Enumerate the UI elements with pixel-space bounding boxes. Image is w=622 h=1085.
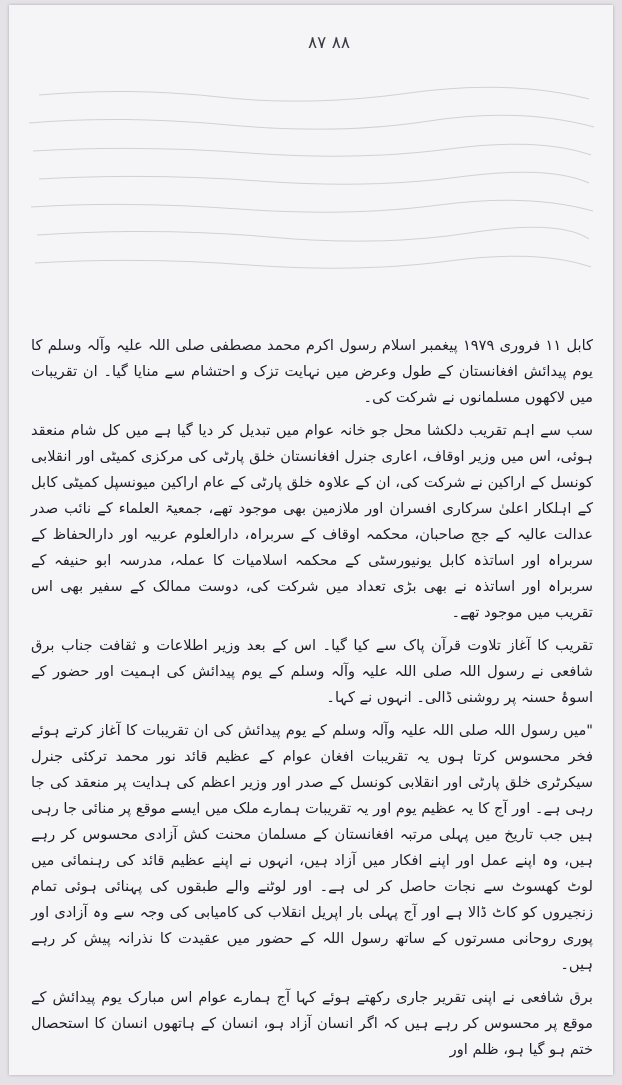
paragraph-5: برق شافعی نے اپنی تقریر جاری رکھتے ہوئے کہا آج ہمارے عوام اس مبارک یوم پیدائش کے موقع پر محسوس کر رہے ہیں کہ اگر انسان آزاد ہو، انسان کے ہاتھوں انسان کا استحصال ختم ہو گیا ہو، ظلم اور [31, 989, 593, 1058]
paragraph-3: تقریب کا آغاز تلاوت قرآن پاک سے کیا گیا۔ اس کے بعد وزیر اطلاعات و ثقافت جناب برق شافعی نے رسول اللہ صلی اللہ علیہ وآلہ وسلم کے یوم پیدائش کی اہمیت اور حضور کے اسوۂ حسنہ پر روشنی ڈالی۔ انہوں نے کہا۔ [31, 637, 593, 706]
bleed-through-text [9, 75, 613, 305]
document-page [9, 5, 613, 1075]
paragraph-4-quote: "میں رسول اللہ صلی اللہ علیہ وآلہ وسلم کے یوم پیدائش کی ان تقریبات کا آغاز کرتے ہوئے فخر محسوس کرتا ہوں یہ تقریبات افغان عوام کے عظیم قائد نور محمد ترکئی جنرل سیکرٹری خلق پارٹی اور انقلابی کونسل کے صدر اور وزیر اعظم کی ہدایت پر منعقد کی جا رہی ہے۔ اور آج کا یہ عظیم یوم اور یہ تقریبات ہمارے ملک میں ایسے موقع پر منائی جا رہی ہیں جب تاریخ میں پہلی مرتبہ افغانستان کے مسلمان محنت کش آزادی محسوس کر رہے ہیں، وہ اپنے عمل اور اپنے افکار میں آزاد ہیں، انہوں نے اپنے عظیم قائد کی رہنمائی میں لوٹ کھسوٹ سے نجات حاصل کر لی ہے۔ اور لوٹنے والے طبقوں کی پہنائی ہوئی تمام زنجیروں کو کاٹ ڈالا ہے اور آج پہلی بار اپریل انقلاب کی کامیابی کی وجہ سے وہ آزادی اور پوری روحانی مسرتوں کے ساتھ رسول اللہ کے حضور میں عقیدت کا نذرانہ پیش کر رہے ہیں۔ [31, 722, 593, 973]
paragraph-2: سب سے اہم تقریب دلکشا محل جو خانہ عوام میں تبدیل کر دیا گیا ہے میں کل شام منعقد ہوئی، اس میں وزیر اوقاف، اعاری جنرل افغانستان خلق پارٹی کی مرکزی کمیٹی اور انقلابی کونسل کے اراکین نے شرکت کی، ان کے علاوہ خلق پارٹی کے عام اراکین میونسپل کمیٹی کابل کے اہلکار اعلیٰ سرکاری افسران اور ملازمین بھی موجود تھے، جمعیۃ العلماء کے نائب صدر عدالت عالیہ کے جج صاحبان، محکمہ اوقاف کے سربراہ، دارالعلوم عربیہ اور دارالحفاظ کے سربراہ اور اساتذہ کابل یونیورسٹی کے محکمہ اسلامیات کا عملہ، مدرسہ ابو حنیفہ کے سربراہ اور اساتذہ نے بھی بڑی تعداد میں شرکت کی، دوست ممالک کے سفیر بھی اس تقریب میں موجود تھے۔ [31, 422, 593, 621]
paragraph-1: کابل ۱۱ فروری ۱۹۷۹ پیغمبر اسلام رسول اکرم محمد مصطفی صلی اللہ علیہ وآلہ وسلم کا یوم پیدائش افغانستان کے طول وعرض میں نہایت تزک و احتشام سے منایا گیا۔ ان تقریبات میں لاکھوں مسلمانوں نے شرکت کی۔ [31, 337, 593, 406]
article-body [31, 333, 593, 1070]
page-number: ۸۷ ۸۸ [308, 33, 350, 53]
